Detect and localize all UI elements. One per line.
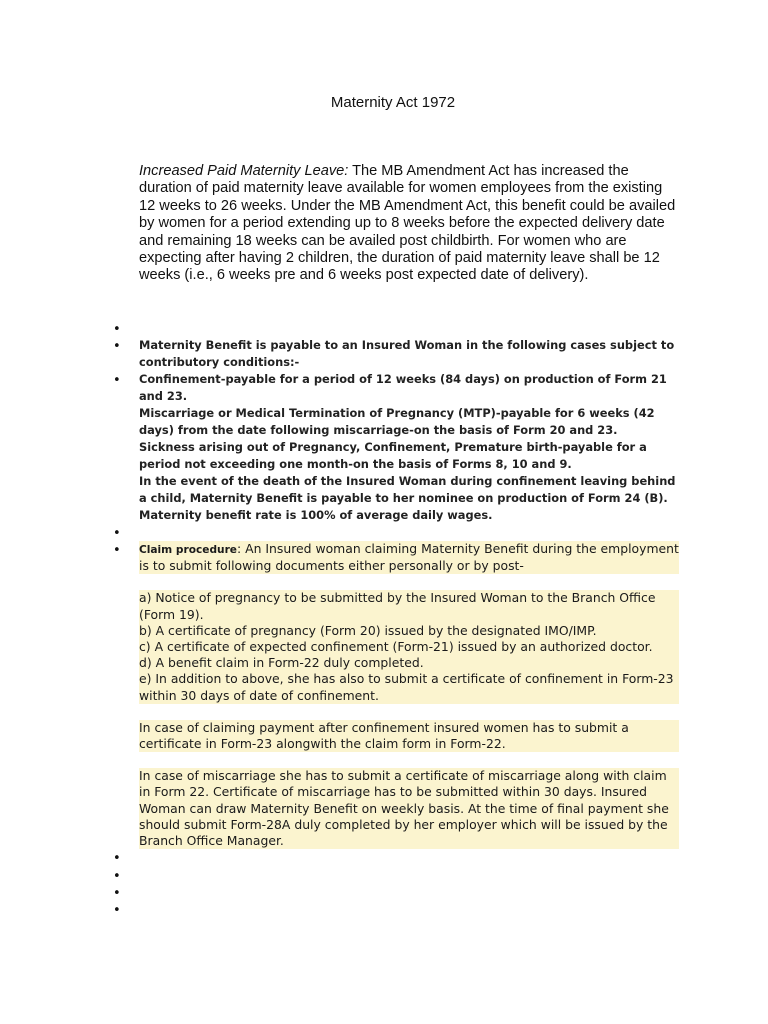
- claim-intro-paragraph: [139, 541, 679, 574]
- claim-docs: [139, 590, 679, 703]
- claim-doc-a: a) Notice of pregnancy to be submitted by the Insured Woman to the Branch Office (Form 19).: [139, 590, 656, 622]
- page-title: Maternity Act 1972: [330, 94, 456, 111]
- benefit-rate: Maternity benefit rate is 100% of average daily wages.: [139, 508, 493, 522]
- intro-lead: Increased Paid Maternity Leave:: [139, 163, 349, 179]
- benefit-item-1: Maternity Benefit is payable to an Insured Woman in the following cases subject to contributory conditions:-: [139, 338, 675, 369]
- bullet-benefit-2: •: [113, 373, 121, 388]
- bullet-empty-2: •: [113, 526, 121, 541]
- claim-paragraph-miscarriage: In case of miscarriage she has to submit a certificate of miscarriage along with claim in Form 22. Certificate of miscarriage has to be submitted within 30 days. Insured Woman can draw Maternity Benefit on weekly basis. At the time of final payment she should submit Form-28A duly completed by her employer which will be issued by the Branch Office Manager.: [139, 768, 679, 849]
- benefit-death: In the event of the death of the Insured Woman during confinement leaving behind a child, Maternity Benefit is payable to her nominee on production of Form 24 (B).: [139, 474, 676, 505]
- bullet-empty-3: •: [113, 851, 121, 866]
- claim-doc-e: e) In addition to above, she has also to submit a certificate of confinement in Form-23 within 30 days of date of confinement.: [139, 671, 674, 703]
- claim-procedure: [139, 541, 679, 849]
- bullet-empty-6: •: [113, 903, 121, 918]
- bullet-empty-1: •: [113, 322, 121, 337]
- bullet-empty-4: •: [113, 869, 121, 884]
- claim-doc-c: c) A certificate of expected confinement (Form-21) issued by an authorized doctor.: [139, 639, 653, 655]
- bullet-empty-5: •: [113, 886, 121, 901]
- claim-label: Claim procedure: [139, 544, 237, 556]
- benefit-confinement: Confinement-payable for a period of 12 weeks (84 days) on production of Form 21 and 23.: [139, 372, 667, 403]
- bullet-claim: •: [113, 543, 121, 558]
- benefit-item-2: [139, 371, 679, 524]
- benefit-sickness: Sickness arising out of Pregnancy, Confinement, Premature birth-payable for a period not exceeding one month-on the basis of Forms 8, 10 and 9.: [139, 440, 647, 471]
- bullet-benefit-1: •: [113, 339, 121, 354]
- benefit-miscarriage: Miscarriage or Medical Termination of Pregnancy (MTP)-payable for 6 weeks (42 days) from the date following miscarriage-on the basis of Form 20 and 23.: [139, 406, 655, 437]
- claim-paragraph-confinement: In case of claiming payment after confinement insured women has to submit a certificate in Form-23 alongwith the claim form in Form-22.: [139, 720, 679, 752]
- intro-body: The MB Amendment Act has increased the duration of paid maternity leave available for women employees from the existing 12 weeks to 26 weeks. Under the MB Amendment Act, this benefit could be availed by women for a period extending up to 8 weeks before the expected delivery date and remaining 18 weeks can be availed post childbirth. For women who are expecting after having 2 children, the duration of paid maternity leave shall be 12 weeks (i.e., 6 weeks pre and 6 weeks post expected date of delivery).: [139, 163, 676, 284]
- intro-paragraph: [139, 163, 679, 285]
- claim-intro: : An Insured woman claiming Maternity Benefit during the employment is to submit following documents either personally or by post-: [139, 541, 679, 574]
- claim-doc-d: d) A benefit claim in Form-22 duly completed.: [139, 655, 424, 671]
- claim-doc-b: b) A certificate of pregnancy (Form 20) issued by the designated IMO/IMP.: [139, 622, 597, 638]
